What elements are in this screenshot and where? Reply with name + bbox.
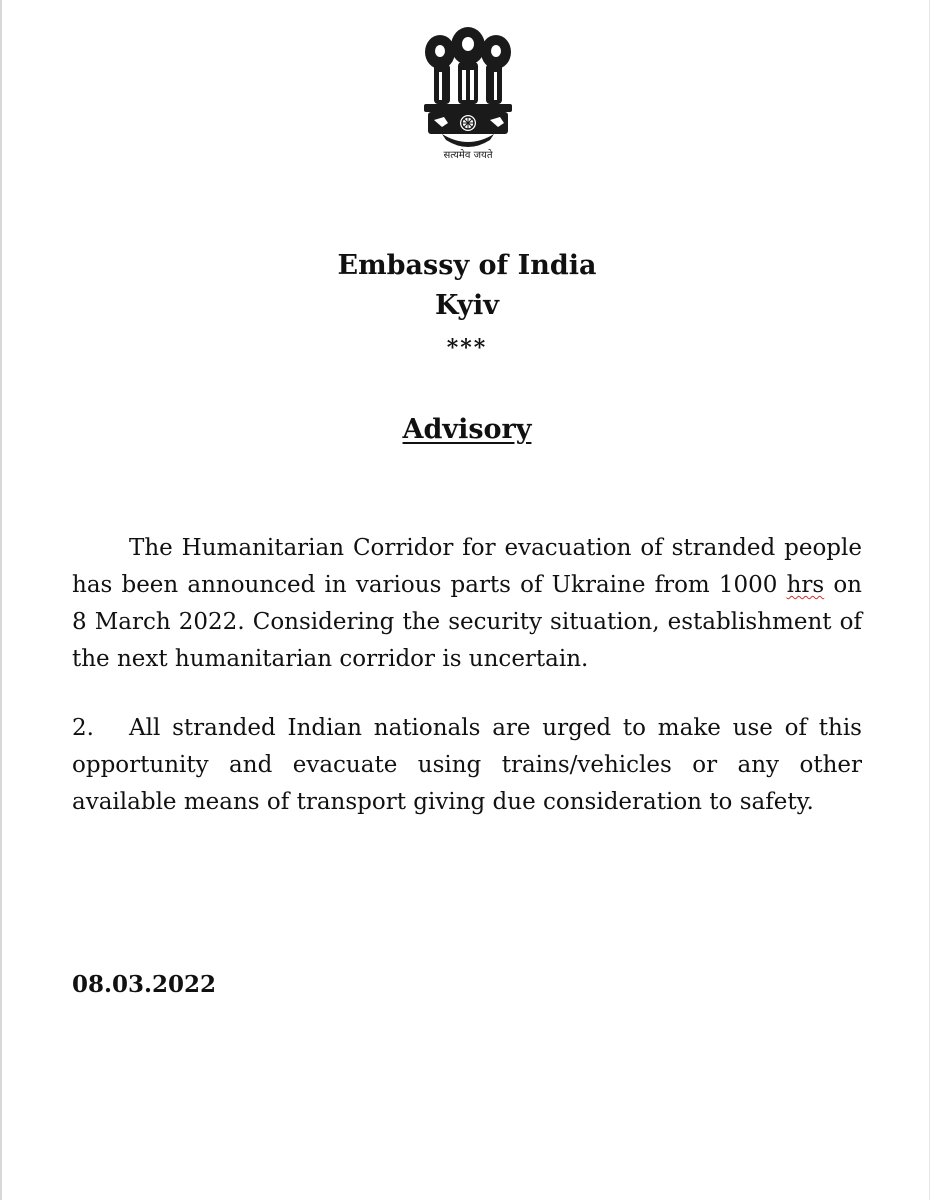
city-heading: Kyiv — [435, 290, 499, 321]
paragraph-2 — [72, 710, 862, 821]
paragraph-1-text-start: The Humanitarian Corridor for evacuation of stranded people has been announced in various parts of Ukraine from 1000 — [72, 535, 862, 598]
paragraph-1-text-end: on 8 March 2022. Considering the security situation, establishment of the next humanitarian corridor is uncertain. — [72, 572, 862, 672]
spellcheck-flagged-word: hrs — [786, 572, 825, 598]
emblem-motto: सत्यमेव जयते — [443, 150, 493, 161]
national-emblem-icon — [414, 22, 522, 162]
paragraph-1 — [72, 530, 862, 678]
organisation-heading: Embassy of India — [337, 250, 597, 281]
paragraph-2-text: All stranded Indian nationals are urged to make use of this opportunity and evacuate using trains/vehicles or any other available means of transport giving due consideration to safety. — [72, 715, 862, 815]
document-date: 08.03.2022 — [72, 971, 217, 998]
page-title: Advisory — [402, 414, 532, 445]
paragraph-number: 2. — [72, 715, 94, 741]
separator-stars: *** — [446, 335, 488, 361]
